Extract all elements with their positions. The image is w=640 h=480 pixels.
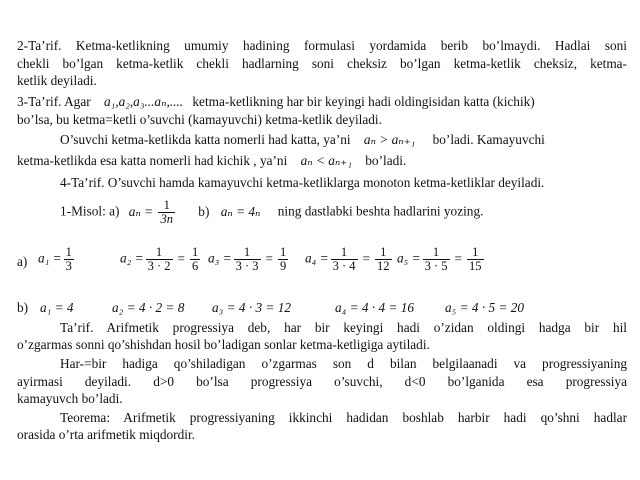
example-1-b-label: b): [198, 203, 210, 219]
fraction-numerator: 1: [146, 246, 173, 260]
definition-2-line-1: 2-Ta’rif. Ketma-ketlikning umumiy hadining formulasi yordamida berib bo’lmaydi. Hadlai soni: [17, 38, 627, 53]
term-lhs: a₂ =: [120, 250, 144, 266]
equals-sign: =: [362, 250, 370, 266]
fraction-denominator: 3 · 2: [147, 259, 171, 273]
fraction-numerator: 1: [192, 245, 199, 259]
part-a-term: [397, 246, 486, 273]
increasing-line: [60, 132, 627, 148]
decreasing-prefix: ketma-ketlikda esa katta nomerli had kichik , ya’ni: [17, 153, 288, 168]
decreasing-formula: aₙ < aₙ₊₁: [300, 153, 352, 168]
example-1-a-lhs: aₙ =: [128, 203, 154, 219]
fraction-denominator: 9: [280, 259, 287, 273]
term-lhs: a₃ =: [208, 250, 232, 266]
sequence-formula: a₁,a₂,a₃...aₙ,....: [103, 94, 184, 109]
increasing-prefix: O’suvchi ketma-ketlikda katta nomerli had katta, ya’ni: [60, 132, 351, 147]
fraction-denominator: 3: [65, 259, 72, 273]
fraction-numerator: 1: [65, 245, 72, 259]
fraction-denominator: 3 · 4: [332, 259, 356, 273]
term-simplified-fraction: [190, 246, 200, 273]
part-a-term: [208, 246, 290, 273]
part-a-term: [120, 246, 202, 273]
fraction-numerator: 1: [423, 246, 450, 260]
definition-2-line-2: chekli bo’lgan ketma-ketlik chekli hadlarning soni cheksiz bo’lgan ketma-ketlik cheksiz, ketma-: [17, 56, 627, 71]
fraction-denominator: 15: [469, 259, 482, 273]
fraction-numerator: 1: [375, 246, 392, 260]
fraction-numerator: 1: [280, 245, 287, 259]
term-simplified-fraction: [467, 246, 484, 273]
term-fraction: [423, 246, 450, 273]
fraction-numerator: 1: [467, 246, 484, 260]
example-1-suffix: ning dastlabki beshta hadlarini yozing.: [277, 203, 484, 219]
definition-3-line-1: [17, 94, 627, 110]
part-b-term: a₂ = 4 · 2 = 8: [112, 300, 185, 315]
fraction-denominator: 6: [192, 259, 199, 273]
equals-sign: =: [177, 250, 185, 266]
theorem-line-1: Teorema: Arifmetik progressiyaning ikkinchi hadidan boshlab harbir hadi qo’shni hadlar: [60, 410, 627, 425]
difference-line-3: kamayuvch bo’ladi.: [17, 391, 123, 406]
example-1-a-fraction: [158, 199, 175, 226]
fraction-numerator: 1: [331, 246, 358, 260]
part-b-label: b): [17, 300, 29, 315]
fraction-numerator: 1: [234, 246, 261, 260]
equals-sign: =: [454, 250, 462, 266]
example-1-b-formula: aₙ = 4ₙ: [220, 203, 261, 219]
fraction-denominator: 3 · 3: [235, 259, 259, 273]
term-lhs: a₁ =: [38, 250, 62, 266]
decreasing-suffix: bo’ladi.: [365, 153, 407, 168]
part-a-term: [38, 246, 76, 273]
term-lhs: a₅ =: [397, 250, 421, 266]
part-a-term: [305, 246, 394, 273]
part-b-term: a₃ = 4 · 3 = 12: [212, 300, 292, 315]
arithmetic-definition-line-2: o’zgarmas sonni qo’shishdan hosil bo’ladigan sonlar ketma-ketligiga aytiladi.: [17, 337, 430, 352]
definition-4: 4-Ta’rif. O’suvchi hamda kamayuvchi ketma-ketliklarga monoton ketma-ketliklar deyiladi.: [60, 175, 545, 190]
difference-line-2: ayirmasi deyiladi. d>0 bo’lsa progressiya o’suvchi, d<0 bo’lganida esa progressiya: [17, 374, 627, 389]
difference-line-1: Har-=bir hadiga qo’shiladigan o’zgarmas son d bilan belgilaanadi va progressiyaning: [60, 356, 627, 371]
term-lhs: a₄ =: [305, 250, 329, 266]
term-fraction: [64, 246, 74, 273]
fraction-denominator: 12: [377, 259, 390, 273]
arithmetic-definition-line-1: [60, 320, 627, 336]
term-simplified-fraction: [375, 246, 392, 273]
term-fraction: [331, 246, 358, 273]
definition-3-suffix: ketma-ketlikning har bir keyingi hadi oldingisidan katta (kichik): [192, 94, 535, 109]
part-b-term: a₅ = 4 · 5 = 20: [445, 300, 525, 315]
example-1-line: [60, 199, 627, 229]
decreasing-line: [17, 153, 627, 169]
part-a-label: a): [17, 254, 28, 269]
increasing-formula: aₙ > aₙ₊₁: [363, 132, 416, 147]
fraction-denominator: 3 · 5: [424, 259, 448, 273]
theorem-line-2: orasida o’rta arifmetik miqdordir.: [17, 427, 195, 442]
term-fraction: [146, 246, 173, 273]
arithmetic-definition-text-1: Ta’rif. Arifmetik progressiya deb, har bir keyingi hadi o’zidan oldingi hadga bir hil: [60, 320, 627, 335]
fraction-numerator: 1: [158, 199, 175, 213]
part-b-term: a₄ = 4 · 4 = 16: [335, 300, 415, 315]
part-b-term: a₁ = 4: [40, 300, 74, 315]
term-fraction: [234, 246, 261, 273]
definition-3-prefix: 3-Ta’rif. Agar: [17, 94, 91, 109]
fraction-denominator: 3n: [160, 212, 173, 226]
term-simplified-fraction: [278, 246, 288, 273]
increasing-suffix: bo’ladi. Kamayuvchi: [432, 132, 545, 147]
definition-3-line-2: bo’lsa, bu ketma=ketli o’suvchi (kamayuvchi) ketma-ketlik deyiladi.: [17, 112, 382, 127]
equals-sign: =: [265, 250, 273, 266]
definition-2-line-3: ketlik deyiladi.: [17, 73, 97, 88]
example-1-prefix: 1-Misol: a): [60, 203, 120, 219]
